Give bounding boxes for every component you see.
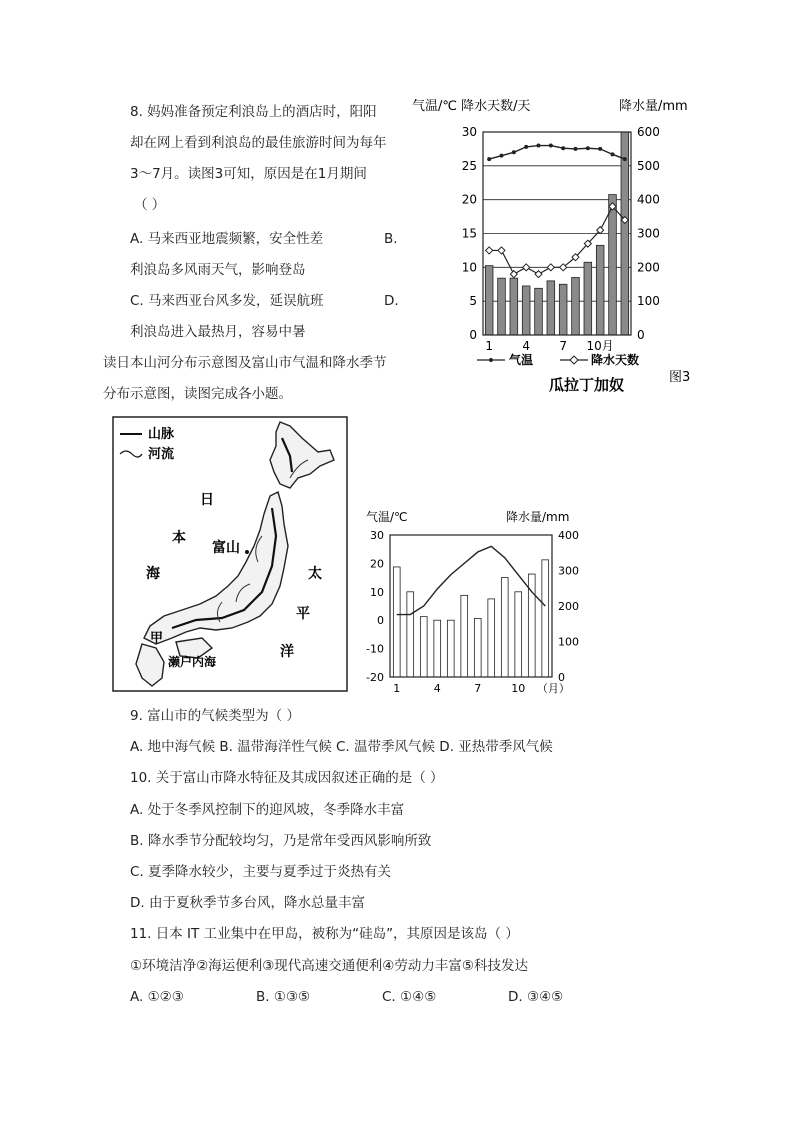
legend-rain-days-marker — [570, 356, 578, 364]
right-tick-label: 300 — [558, 564, 579, 578]
chart1-left-ticks — [462, 125, 477, 342]
q9-stem: 9. 富山市的气候类型为（ ） — [130, 708, 300, 724]
precip-bar-month-4 — [434, 620, 441, 677]
rain-days-line — [489, 206, 625, 274]
precip-bar-month-1 — [485, 266, 493, 335]
label-ocean-yang: 洋 — [280, 644, 294, 660]
chart1-right-axis-label: 降水量/mm — [619, 99, 688, 114]
label-sea-ben: 本 — [172, 530, 186, 546]
temperature-point-month-8 — [574, 147, 578, 151]
q11-option-b: B. ①③⑤ — [256, 989, 311, 1005]
right-tick-label: 300 — [637, 226, 660, 241]
q8-option-d-text: 利浪岛进入最热月，容易中暑 — [130, 324, 306, 340]
chart1-x-ticks — [485, 339, 613, 353]
right-tick-label: 400 — [558, 529, 579, 542]
chart2-bars — [393, 560, 548, 677]
precip-bar-month-8 — [572, 277, 580, 335]
chart1-title: 瓜拉丁加奴 — [549, 376, 625, 392]
x-tick-label: 10 — [511, 682, 526, 695]
precip-bar-month-6 — [547, 281, 555, 335]
left-tick-label: 20 — [370, 557, 384, 571]
chart2-right-ticks — [558, 529, 579, 684]
temperature-point-month-3 — [512, 150, 516, 154]
temperature-point-month-11 — [611, 152, 615, 156]
precip-bar-month-11 — [609, 195, 617, 335]
chart2-frame — [390, 535, 552, 677]
temperature-point-month-12 — [623, 157, 627, 161]
precip-bar-month-1 — [393, 567, 400, 677]
q8-line2: 却在网上看到利浪岛的最佳旅游时间为每年 — [130, 135, 387, 151]
legend-temperature-marker — [489, 358, 493, 362]
q10-option-d: D. 由于夏秋季节多台风，降水总量丰富 — [130, 895, 365, 911]
q10-stem: 10. 关于富山市降水特征及其成因叙述正确的是（ ） — [130, 770, 444, 786]
right-tick-label: 0 — [637, 328, 645, 342]
legend-mountain: 山脉 — [148, 427, 175, 442]
rain-days-point-month-3 — [510, 271, 517, 278]
chart1-legend — [477, 352, 639, 367]
precip-bar-month-2 — [407, 592, 414, 677]
q11-option-c: C. ①④⑤ — [382, 989, 437, 1005]
japan-map — [112, 416, 348, 692]
label-sea-hai: 海 — [146, 566, 160, 582]
temperature-line — [397, 546, 546, 614]
q8-option-b-letter: B. — [384, 231, 398, 247]
label-ocean-ping: 平 — [296, 606, 310, 622]
left-tick-label: 10 — [461, 260, 477, 275]
intro-line2: 分布示意图，读图完成各小题。 — [103, 386, 292, 402]
temperature-point-month-9 — [586, 146, 590, 150]
left-tick-label: 30 — [370, 529, 384, 542]
temperature-point-month-5 — [537, 144, 541, 148]
rain-days-point-month-2 — [498, 247, 505, 254]
left-tick-label: 0 — [377, 614, 384, 628]
right-tick-label: 500 — [637, 158, 660, 173]
q8-answer-paren: （ ） — [134, 197, 166, 213]
precip-bar-month-4 — [522, 286, 530, 335]
left-tick-label: 0 — [469, 328, 477, 342]
toyama-city-dot — [245, 550, 249, 554]
precip-bar-month-6 — [461, 595, 468, 677]
q9-options: A. 地中海气候 B. 温带海洋性气候 C. 温带季风气候 D. 亚热带季风气候 — [130, 739, 553, 755]
x-tick-label: （月） — [536, 682, 570, 695]
temperature-point-month-7 — [561, 146, 565, 150]
precip-bar-month-12 — [542, 560, 549, 677]
precip-bar-month-3 — [420, 617, 427, 677]
precip-bar-month-5 — [447, 620, 454, 677]
precip-bar-month-2 — [498, 278, 506, 335]
q11-option-a: A. ①②③ — [130, 989, 184, 1005]
q11-option-d: D. ③④⑤ — [508, 989, 564, 1005]
q8-option-c: C. 马来西亚台风多发，延误航班 — [130, 293, 324, 309]
rain-days-point-month-6 — [547, 264, 554, 271]
label-city-toyama: 富山 — [212, 540, 240, 556]
toyama-climate-chart — [360, 505, 590, 695]
left-tick-label: 10 — [370, 585, 384, 599]
right-tick-label: 400 — [637, 192, 660, 207]
chart2-lines — [397, 546, 546, 614]
chart2-left-ticks — [366, 529, 384, 684]
precip-bar-month-8 — [488, 599, 495, 677]
left-tick-label: 15 — [461, 226, 477, 241]
temperature-point-month-6 — [549, 144, 553, 148]
q10-option-c: C. 夏季降水较少，主要与夏季过于炎热有关 — [130, 864, 392, 880]
q10-option-b: B. 降水季节分配较均匀，乃是常年受西风影响所致 — [130, 833, 432, 849]
rain-days-point-month-5 — [535, 271, 542, 278]
q8-line1: 8. 妈妈准备预定利浪岛上的酒店时，阳阳 — [130, 104, 377, 120]
label-inland-sea: 濑户内海 — [168, 655, 217, 669]
q11-items: ①环境洁净②海运便利③现代高速交通便利④劳动力丰富⑤科技发达 — [130, 958, 529, 974]
temperature-line — [489, 146, 625, 160]
chart2-left-axis-label: 气温/℃ — [366, 510, 408, 524]
right-tick-label: 100 — [637, 294, 660, 309]
label-island-jia: 甲 — [150, 631, 164, 646]
temperature-point-month-4 — [524, 145, 528, 149]
label-sea-ri: 日 — [200, 492, 214, 508]
precip-bar-month-7 — [474, 618, 481, 677]
right-tick-label: 100 — [558, 635, 579, 649]
chart1-caption: 图3 — [669, 370, 691, 385]
left-tick-label: 25 — [461, 158, 477, 173]
chart2-x-ticks — [393, 682, 570, 695]
precip-bar-month-7 — [559, 284, 567, 335]
left-tick-label: 30 — [461, 125, 477, 139]
q11-stem: 11. 日本 IT 工业集中在甲岛，被称为“硅岛”，其原因是该岛（ ） — [130, 926, 519, 942]
x-tick-label: 1 — [393, 682, 401, 695]
x-tick-label: 7 — [474, 682, 482, 695]
rain-days-point-month-1 — [486, 247, 493, 254]
right-tick-label: 600 — [637, 125, 660, 139]
legend-river: 河流 — [148, 447, 175, 462]
chart1-lines — [486, 144, 629, 278]
x-tick-label: 4 — [522, 339, 530, 353]
kuala-terengganu-climate-chart — [405, 92, 705, 392]
right-tick-label: 200 — [558, 600, 579, 613]
left-tick-label: -10 — [366, 642, 384, 656]
x-tick-label: 10月 — [586, 339, 614, 353]
left-tick-label: 5 — [469, 294, 477, 309]
label-ocean-tai: 太 — [308, 566, 322, 582]
q10-option-a: A. 处于冬季风控制下的迎风坡，冬季降水丰富 — [130, 802, 405, 818]
precip-bar-month-10 — [596, 245, 604, 335]
legend-temperature: 气温 — [509, 353, 534, 367]
x-tick-label: 4 — [433, 682, 441, 695]
precip-bar-month-10 — [515, 592, 522, 677]
precip-bar-month-3 — [510, 278, 518, 335]
x-tick-label: 7 — [559, 339, 567, 353]
left-tick-label: -20 — [366, 671, 384, 684]
temperature-point-month-1 — [487, 157, 491, 161]
x-tick-label: 1 — [485, 339, 493, 353]
chart1-right-ticks — [637, 125, 660, 342]
precip-bar-month-5 — [535, 288, 543, 335]
right-tick-label: 0 — [558, 671, 565, 684]
rain-days-point-month-4 — [523, 264, 530, 271]
legend-rain-days: 降水天数 — [591, 353, 640, 367]
q8-option-d-letter: D. — [384, 293, 399, 309]
precip-bar-month-12 — [621, 132, 629, 335]
q8-line3: 3～7月。读图3可知，原因是在1月期间 — [130, 166, 367, 182]
temperature-point-month-2 — [500, 154, 504, 158]
q8-option-a: A. 马来西亚地震频繁，安全性差 — [130, 231, 324, 247]
precip-bar-month-9 — [584, 262, 592, 335]
chart2-right-axis-label: 降水量/mm — [506, 510, 570, 524]
temperature-point-month-10 — [598, 147, 602, 151]
q8-option-b-text: 利浪岛多风雨天气，影响登岛 — [130, 262, 306, 278]
chart1-left-axis-label: 气温/℃ 降水天数/天 — [412, 99, 531, 114]
precip-bar-month-9 — [501, 578, 508, 677]
right-tick-label: 200 — [637, 260, 660, 275]
left-tick-label: 20 — [461, 192, 477, 207]
intro-line1: 读日本山河分布示意图及富山市气温和降水季节 — [103, 355, 387, 371]
